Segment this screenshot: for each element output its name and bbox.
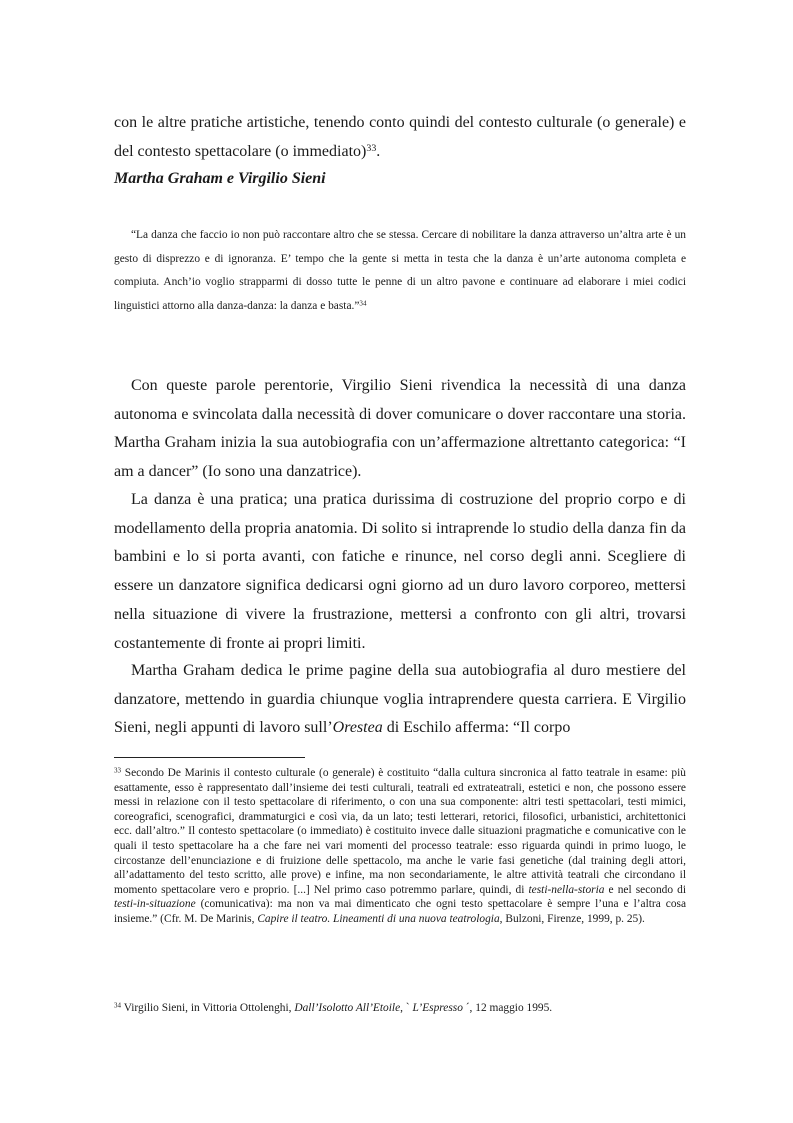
footnote-34-magazine: L’Espresso — [412, 1002, 463, 1014]
intro-paragraph-end: . — [376, 142, 381, 160]
footnote-ref-33[interactable]: 33 — [366, 142, 377, 154]
orestea-title: Orestea — [332, 719, 383, 737]
footnote-ref-34[interactable]: 34 — [359, 299, 367, 308]
footnote-33 — [114, 766, 686, 927]
paragraph-danza-pratica: La danza è una pratica; una pratica durissima di costruzione del proprio corpo e di modellamento della propria anatomia. Di solito si intraprende lo studio della danza fin da bambini e lo si porta avanti, con fatiche e rinunce, nel corso degli anni. Scegliere di essere un danzatore significa dedicarsi ogni giorno ad un duro lavoro corporeo, mettersi nella situazione di vivere la frustrazione, mettersi a confronto con gli altri, trovarsi costantemente di fronte ai propri limiti. — [114, 491, 686, 652]
paragraph-graham — [114, 657, 686, 743]
footnote-34-text-2: , ` — [400, 1002, 413, 1014]
footnote-33-text-4: , Bulzoni, Firenze, 1999, p. 25). — [499, 912, 645, 925]
footnote-33-italic-term-2: testi-in-situazione — [114, 898, 196, 911]
footnote-33-text-2: e nel secondo di — [604, 883, 686, 896]
section-heading: Martha Graham e Virgilio Sieni — [114, 170, 326, 187]
footnote-33-book-title: Capire il teatro. Lineamenti di una nuova teatrologia — [257, 912, 500, 925]
footnote-34 — [114, 1001, 686, 1016]
block-quote-text: “La danza che faccio io non può raccontare altro che se stessa. Cercare di nobilitare la danza attraverso un’altra arte è un gesto di disprezzo e di ignoranza. E’ tempo che la gente si metta in testa che la danza è un’arte autonoma completa e compiuta. Anch’io voglio strapparmi di dosso tutte le penne di un altro pavone e continuare ad elaborare i miei codici linguistici attorno alla danza-danza: la danza e basta.” — [114, 229, 686, 313]
paragraph-graham-end: di Eschilo afferma: “Il corpo — [382, 719, 571, 737]
block-quote — [114, 224, 686, 319]
footnote-33-number: 33 — [114, 766, 122, 775]
footnote-34-article-title: Dall’Isolotto All’Etoile — [294, 1002, 401, 1014]
footnote-34-text: Virgilio Sieni, in Vittoria Ottolenghi, — [123, 1002, 295, 1014]
paragraph-sieni: Con queste parole perentorie, Virgilio Sieni rivendica la necessità di una danza autonoma e svincolata dalla necessità di dover comunicare o dover raccontare una storia. Martha Graham inizia la sua autobiografia con un’affermazione altrettanto categorica: “I am a dancer” (Io sono una danzatrice). — [114, 377, 686, 481]
footnote-34-text-3: ´, 12 maggio 1995. — [462, 1002, 553, 1014]
footnote-34-number: 34 — [114, 1001, 122, 1010]
footnote-33-italic-term-1: testi-nella-storia — [528, 883, 605, 896]
paragraph-graham-text: Martha Graham dedica le prime pagine della sua autobiografia al duro mestiere del danzatore, mettendo in guardia chiunque voglia intraprendere questa carriera. E Virgilio Sieni, negli appunti di lavoro sull’ — [114, 662, 686, 737]
footnote-33-text-3: (comunicativa): ma non va mai dimenticato che ogni testo spettacolare è sempre l’una e l’altra cosa insieme.” (Cfr. M. De Marinis, — [114, 898, 686, 925]
intro-paragraph-text: con le altre pratiche artistiche, tenendo conto quindi del contesto culturale (o generale) e del contesto spettacolare (o immediato) — [114, 114, 686, 160]
footnote-33-text: Secondo De Marinis il contesto culturale (o generale) è costituito “dalla cultura sincronica al fatto teatrale in esame: più esattamente, esso è rappresentato dall’insieme dei testi culturali, teatrali ed extrateatrali, estetici e non, che possono essere messi in relazione con il testo spettacolare di riferimento, o con una sua componente: altri testi spettacolari, testi mimici, coreografici, scenografici, drammaturgici e così via, da un lato; testi letterari, retorici, filosofici, urbanistici, architettonici ecc. dall’altro.” Il contesto spettacolare (o immediato) è costituito invece dalle situazioni pragmatiche e comunicative con le quali il testo spettacolare ha a che fare nei vari momenti del processo teatrale: esso riguarda quindi in primo luogo, le circostanze dell’enunciazione e di fruizione delle spettacolo, ma anche le varie fasi genetiche (dal training degli attori, all’adattamento del testo scritto, alle prove) e infine, ma non secondariamente, le altre attività teatrali che circondano il momento spettacolare vero e proprio. [...] Nel primo caso potremmo parlare, quindi, di — [114, 767, 686, 896]
footnote-separator — [114, 757, 305, 758]
intro-paragraph — [114, 109, 686, 166]
